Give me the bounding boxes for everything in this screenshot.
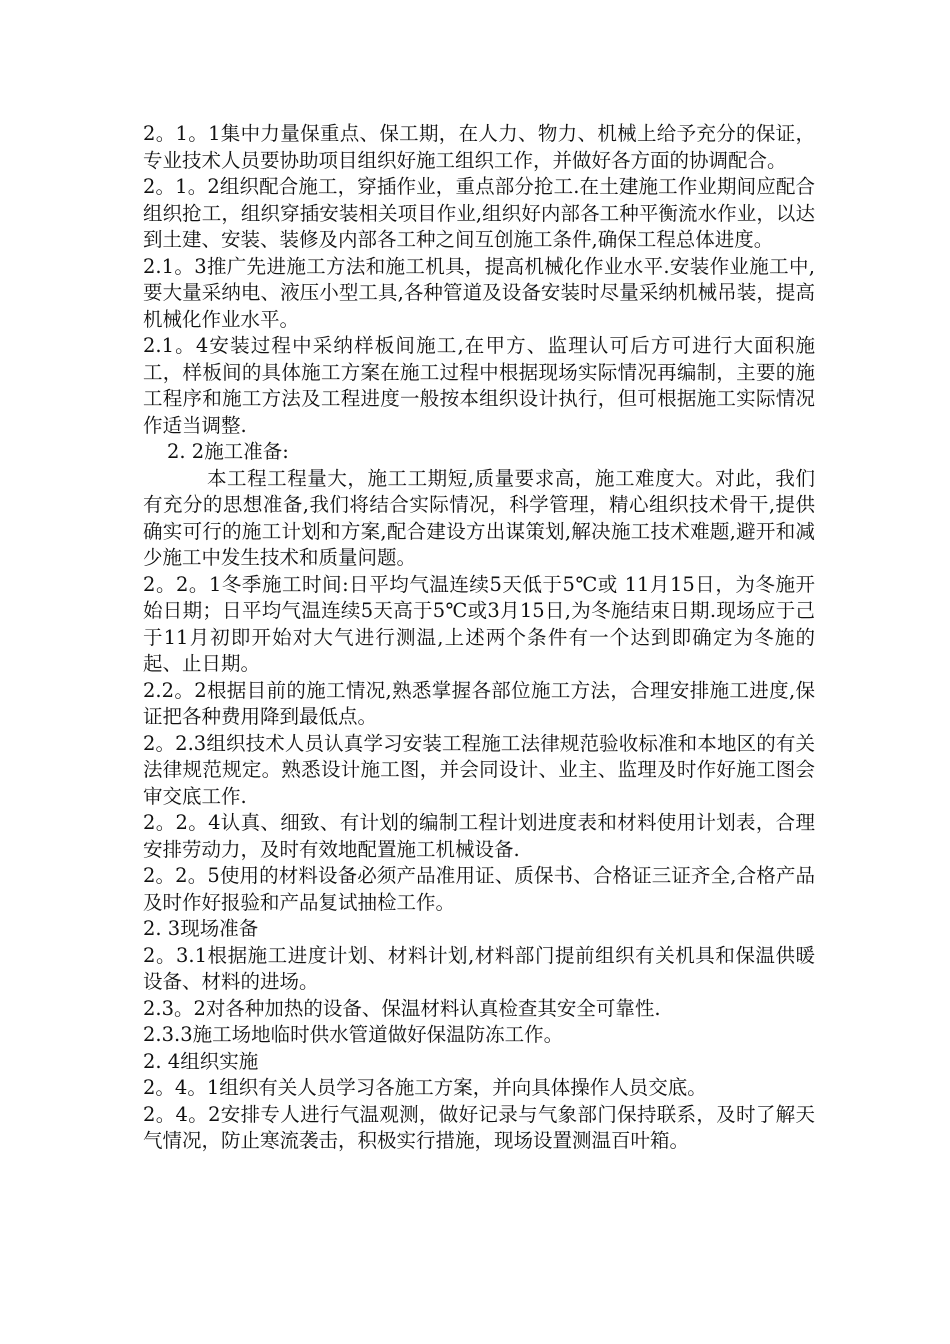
section-heading-2-2: 2. 2施工准备: (167, 440, 289, 463)
document-body (143, 121, 815, 1155)
paragraph-2-2-1: 2。2。1冬季施工时间:日平均气温连续5天低于5℃或 11月15日，为冬施开始日期；日平均气温连续5天高于5℃或3月15日,为冬施结束日期.现场应于己于11月初即开始对大气进行测温,上述两个条件有一个达到即确定为冬施的起、止日期。 (143, 572, 815, 675)
paragraph-2-3-3: 2.3.3施工场地临时供水管道做好保温防冻工作。 (143, 1023, 564, 1046)
paragraph-2-2-2: 2.2。2根据目前的施工情况,熟悉掌握各部位施工方法，合理安排施工进度,保证把各种费用降到最低点。 (143, 678, 815, 728)
paragraph-2-1-1: 2。1。1集中力量保重点、保工期，在人力、物力、机械上给予充分的保证，专业技术人员要协助项目组织好施工组织工作，并做好各方面的协调配合。 (143, 122, 815, 172)
paragraph-2-1-4: 2.1。4安装过程中采纳样板间施工,在甲方、监理认可后方可进行大面积施工，样板间的具体施工方案在施工过程中根据现场实际情况再编制，主要的施工程序和施工方法及工程进度一般按本组织设计执行，但可根据施工实际情况作适当调整. (143, 334, 815, 437)
paragraph-2-1-2: 2。1。2组织配合施工，穿插作业，重点部分抢工.在土建施工作业期间应配合组织抢工，组织穿插安装相关项目作业,组织好内部各工种平衡流水作业，以达到土建、安装、装修及内部各工种之间互创施工条件,确保工程总体进度。 (143, 175, 815, 251)
paragraph-2-2-3: 2。2.3组织技术人员认真学习安装工程施工法律规范验收标准和本地区的有关法律规范规定。熟悉设计施工图，并会同设计、业主、监理及时作好施工图会审交底工作. (143, 731, 815, 808)
section-heading-2-4: 2. 4组织实施 (143, 1049, 259, 1073)
paragraph-2-3-2: 2.3。2对各种加热的设备、保温材料认真检查其安全可靠性. (143, 996, 661, 1020)
paragraph-2-4-2: 2。4。2安排专人进行气温观测，做好记录与气象部门保持联系，及时了解天气情况，防止寒流袭击，积极实行措施，现场设置测温百叶箱。 (143, 1102, 815, 1152)
paragraph-2-2-4: 2。2。4认真、细致、有计划的编制工程计划进度表和材料使用计划表，合理安排劳动力，及时有效地配置施工机械设备. (143, 811, 815, 861)
paragraph-2-1-3: 2.1。3推广先进施工方法和施工机具，提高机械化作业水平.安装作业施工中,要大量采纳电、液压小型工具,各种管道及设备安装时尽量采纳机械吊装，提高机械化作业水平。 (143, 254, 815, 331)
section-heading-2-3: 2. 3现场准备 (143, 917, 259, 940)
paragraph-2-4-1: 2。4。1组织有关人员学习各施工方案，并向具体操作人员交底。 (143, 1076, 707, 1099)
paragraph-2-2-body: 本工程工程量大，施工工期短,质量要求高，施工难度大。对此，我们有充分的思想准备,我们将结合实际情况，科学管理，精心组织技术骨干,提供确实可行的施工计划和方案,配合建设方出谋策划,解决施工技术难题,避开和减少施工中发生技术和质量问题。 (143, 466, 815, 569)
paragraph-2-3-1: 2。3.1根据施工进度计划、材料计划,材料部门提前组织有关机具和保温供暖设备、材料的进场。 (143, 943, 815, 993)
paragraph-2-2-5: 2。2。5使用的材料设备必须产品准用证、质保书、合格证三证齐全,合格产品及时作好报验和产品复试抽检工作。 (143, 864, 815, 914)
